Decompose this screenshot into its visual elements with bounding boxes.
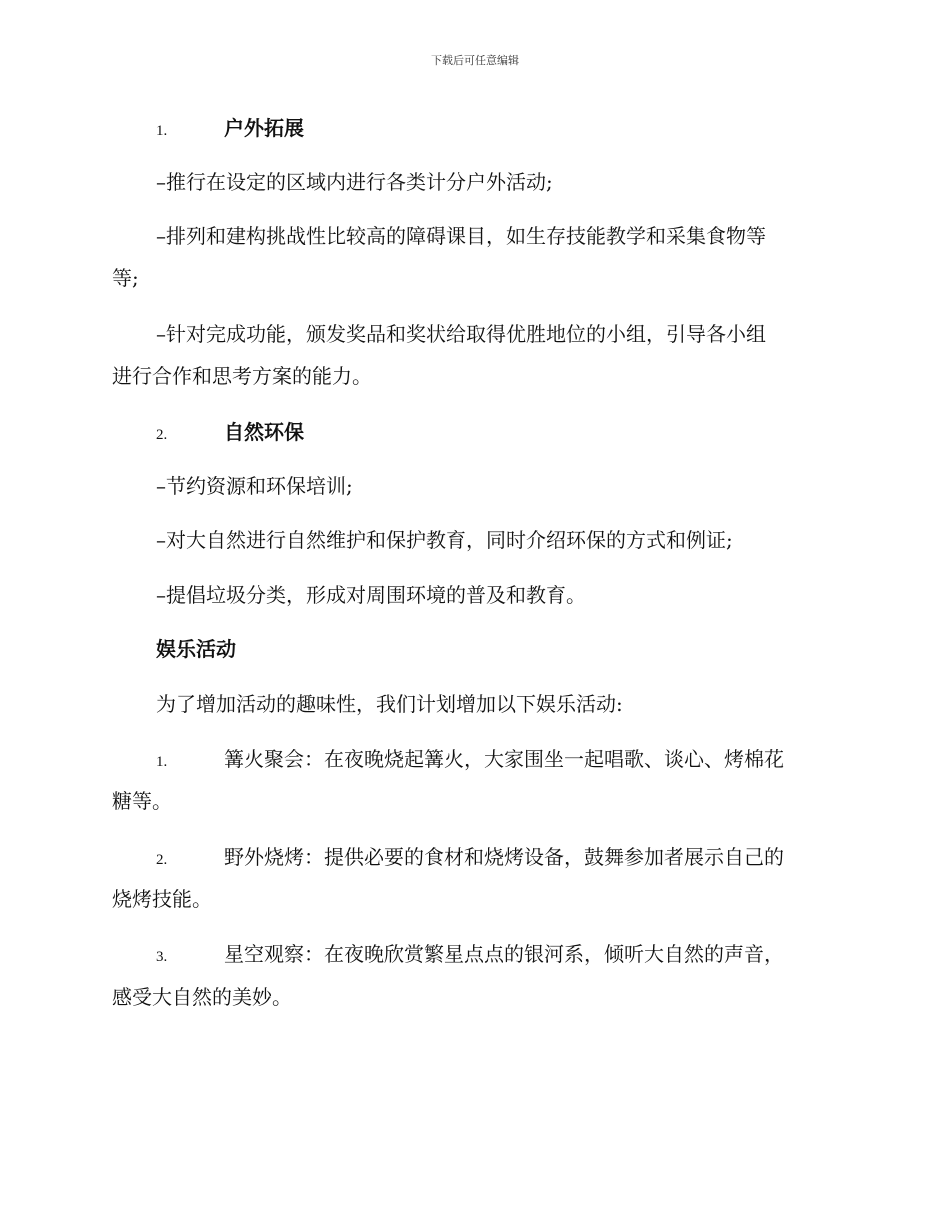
bullet-line: –对大自然进行自然维护和保护教育，同时介绍环保的方式和例证;	[156, 528, 733, 552]
section-title: 自然环保	[224, 420, 304, 444]
list-item-text: 篝火聚会：在夜晚烧起篝火，大家围坐一起唱歌、谈心、烤棉花	[224, 747, 784, 771]
entertainment-heading: 娱乐活动	[156, 637, 236, 661]
bullet-line: –提倡垃圾分类，形成对周围环境的普及和教育。	[156, 583, 586, 607]
section-heading-outdoor	[112, 106, 834, 153]
bullet-line: –推行在设定的区域内进行各类计分户外活动;	[156, 170, 553, 194]
list-item-continuation: 糖等。	[112, 789, 172, 813]
bullet-line: –针对完成功能，颁发奖品和奖状给取得优胜地位的小组，引导各小组	[156, 322, 766, 346]
list-number: 3.	[156, 949, 168, 965]
entertainment-intro: 为了增加活动的趣味性，我们计划增加以下娱乐活动:	[156, 692, 623, 716]
bullet-line-continuation: 等;	[112, 266, 139, 290]
section-title: 户外拓展	[224, 116, 304, 140]
list-item-continuation: 烧烤技能。	[112, 887, 212, 911]
list-number: 1.	[156, 123, 168, 139]
list-number: 2.	[156, 852, 168, 868]
list-number: 2.	[156, 427, 168, 443]
bullet-line: –排列和建构挑战性比较高的障碍课目，如生存技能教学和采集食物等	[156, 224, 766, 248]
section-heading-environment	[112, 410, 834, 457]
list-item	[112, 737, 834, 784]
list-item	[112, 835, 834, 882]
list-item-text: 星空观察：在夜晚欣赏繁星点点的银河系，倾听大自然的声音，	[224, 942, 784, 966]
list-number: 1.	[156, 754, 168, 770]
bullet-line: –节约资源和环保培训;	[156, 474, 353, 498]
list-item-continuation: 感受大自然的美妙。	[112, 985, 292, 1009]
page-header: 下载后可任意编辑	[431, 54, 519, 67]
list-item	[112, 932, 834, 979]
list-item-text: 野外烧烤：提供必要的食材和烧烤设备，鼓舞参加者展示自己的	[224, 845, 784, 869]
bullet-line-continuation: 进行合作和思考方案的能力。	[112, 364, 372, 388]
